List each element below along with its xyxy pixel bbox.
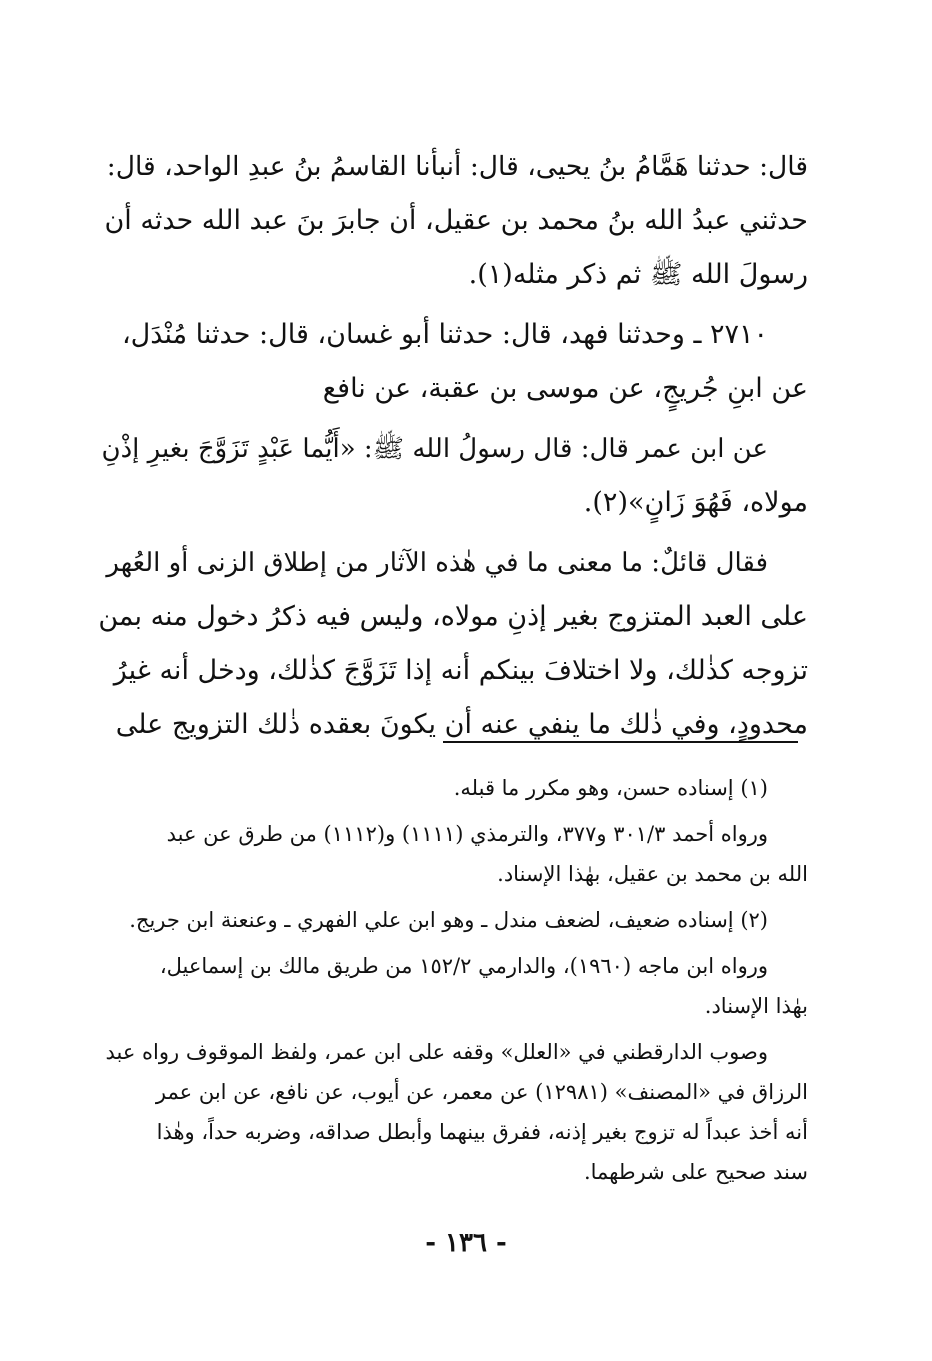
footnote-line: (١) إسناده حسن، وهو مكرر ما قبله. [453,776,768,800]
footnote-line: ورواه ابن ماجه (١٩٦٠)، والدارمي ١٥٢/٢ من طريق مالك بن إسماعيل، [159,954,768,978]
text-line: ٢٧١٠ ـ وحدثنا فهد، قال: حدثنا أبو غسان، قال: حدثنا مُنْدَل، [121,319,768,350]
text-line: قال: حدثنا هَمَّامُ بنُ يحيى، قال: أنبأنا القاسمُ بنُ عبدِ الواحد، قال: [106,151,808,182]
footnote-2-detail [96,946,808,1026]
page-number: - ١٣٦ - [425,1228,507,1258]
text-line: مولاه، فَهُوَ زَانٍ»(٢). [583,487,808,518]
footnote-1-detail [96,814,808,894]
footnote-2 [96,900,808,940]
footnote-2-note [96,1032,808,1192]
footnote-line: الرزاق في «المصنف» (١٢٩٨١) عن معمر، عن أيوب، عن نافع، عن ابن عمر [155,1080,808,1104]
footnotes [96,768,808,1198]
text-line: تزوجه كذٰلك، ولا اختلافَ بينكم أنه إذا تَزَوَّجَ كذٰلك، ودخل أنه غيرُ [113,655,808,686]
main-text [96,140,808,754]
text-line: فقال قائلٌ: ما معنى ما في هٰذه الآثار من إطلاق الزنى أو العُهر [106,548,768,578]
footnote-line: سند صحيح على شرطهما. [583,1160,808,1184]
paragraph-2 [96,308,808,416]
footnote-line: بهٰذا الإسناد. [704,994,808,1018]
text-line: رسولَ الله ﷺ ثم ذكر مثله(١). [468,259,808,290]
paragraph-3 [96,422,808,530]
text-line: عن ابنِ جُريجٍ، عن موسى بن عقبة، عن نافع [322,373,808,404]
footnote-line: (٢) إسناده ضعيف، لضعف مندل ـ وهو ابن علي الفهري ـ وعنعنة ابن جريج. [129,908,768,932]
footnote-1 [96,768,808,808]
paragraph-4 [96,536,808,752]
footnote-line: أنه أخذ عبداً له تزوج بغير إذنه، ففرق بينهما وأبطل صداقه، وضربه حداً، وهٰذا [156,1120,808,1144]
text-line: عن ابن عمر قال: قال رسولُ الله ﷺ: «أَيُّما عَبْدٍ تَزَوَّجَ بغيرِ إذْنِ [101,434,768,464]
footnote-separator [443,741,798,743]
footnote-line: ورواه أحمد ٣٠١/٣ و٣٧٧، والترمذي (١١١١) و(١١١٢) من طرق عن عبد [166,822,768,846]
footnote-line: وصوب الدارقطني في «العلل» وقفه على ابن عمر، ولفظ الموقوف رواه عبد [105,1040,768,1064]
paragraph-1 [96,140,808,302]
text-line: حدثني عبدُ الله بنُ محمد بن عقيل، أن جابرَ بنَ عبد الله حدثه أن [104,205,808,236]
footnote-line: الله بن محمد بن عقيل، بهٰذا الإسناد. [497,862,808,886]
text-line: على العبد المتزوج بغير إذنِ مولاه، وليس فيه ذكرُ دخول منه بمن [98,601,808,632]
text-line: محدودٍ، وفي ذٰلك ما ينفي عنه أن يكونَ بعقده ذٰلك التزويج على [115,709,808,740]
